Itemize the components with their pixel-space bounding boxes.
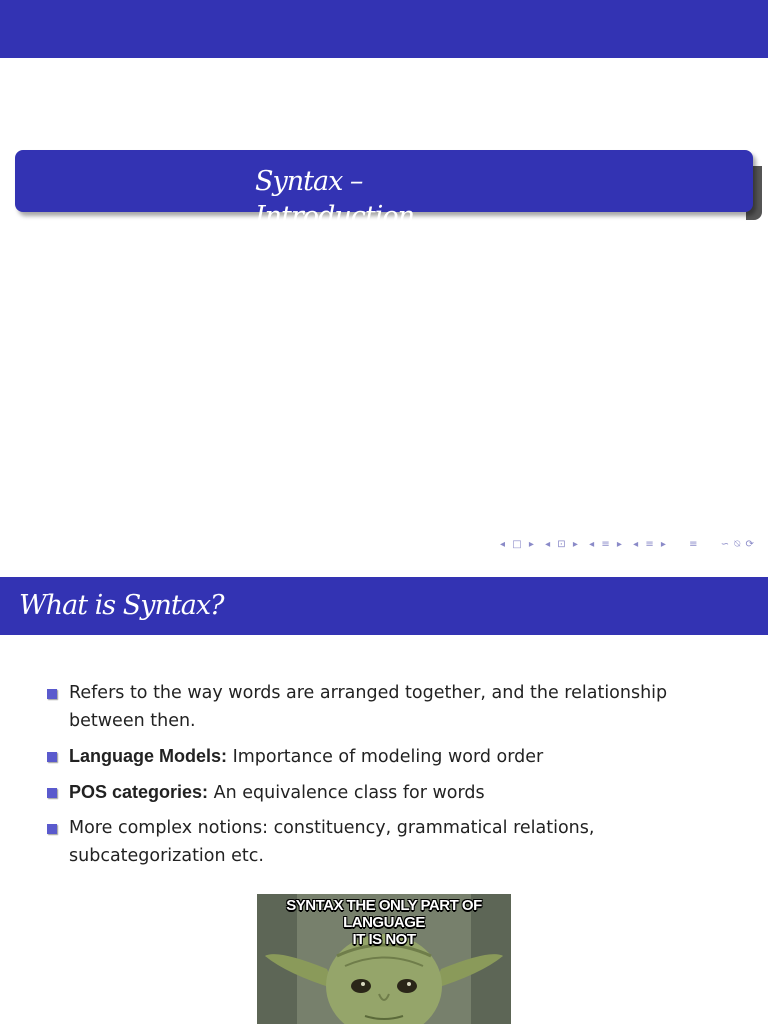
nav-next-part-icon[interactable]: ▸ xyxy=(660,539,666,550)
meme-caption-line2: IT IS NOT xyxy=(352,931,416,948)
bullet-square-icon xyxy=(47,788,57,798)
bullet-text: Importance of modeling word order xyxy=(227,747,544,767)
nav-subsection-icon[interactable]: ⊡ xyxy=(557,539,566,550)
navigation-bar xyxy=(500,539,762,555)
nav-prev-part-icon[interactable]: ◂ xyxy=(633,539,639,550)
bullet-square-icon xyxy=(47,824,57,834)
nav-section-icon[interactable]: ≡ xyxy=(601,539,610,550)
nav-prev-icon[interactable]: ◂ xyxy=(500,539,506,550)
frame-header-bar xyxy=(0,577,768,635)
bullet-list xyxy=(46,679,746,877)
meme-caption-line1: SYNTAX THE ONLY PART OF LANGUAGE xyxy=(286,897,482,931)
list-item xyxy=(46,778,746,807)
nav-forward-icon[interactable]: ⟳ xyxy=(745,539,754,550)
list-item xyxy=(46,679,746,735)
nav-next-subsection-icon[interactable]: ▸ xyxy=(572,539,578,550)
bullet-text: More complex notions: constituency, grammatical relations, subcategorization etc. xyxy=(69,818,595,866)
list-item xyxy=(46,742,746,771)
bullet-term: Language Models: xyxy=(69,746,228,766)
bullet-square-icon xyxy=(47,689,57,699)
nav-next-icon[interactable]: ▸ xyxy=(528,539,534,550)
nav-frame-icon[interactable]: □ xyxy=(512,539,522,550)
nav-prev-section-icon[interactable]: ◂ xyxy=(589,539,595,550)
nav-back-icon[interactable]: ∽ xyxy=(720,539,730,550)
nav-toc-icon[interactable]: ≡ xyxy=(689,539,698,550)
frame-title: What is Syntax? xyxy=(19,590,224,621)
nav-part-icon[interactable]: ≡ xyxy=(645,539,654,550)
nav-search-icon[interactable]: ⍉ xyxy=(734,539,741,550)
nav-prev-subsection-icon[interactable]: ◂ xyxy=(545,539,551,550)
yoda-meme-image xyxy=(257,894,511,1024)
nav-next-section-icon[interactable]: ▸ xyxy=(616,539,622,550)
meme-caption xyxy=(257,897,511,948)
slide-title-box xyxy=(15,150,753,232)
top-header-bar xyxy=(0,0,768,58)
list-item xyxy=(46,814,746,870)
bullet-text: An equivalence class for words xyxy=(208,783,485,803)
slide-title: Syntax – Introduction xyxy=(255,166,414,232)
bullet-term: POS categories: xyxy=(69,782,209,802)
bullet-text: Refers to the way words are arranged together, and the relationship between then. xyxy=(69,683,668,731)
bullet-square-icon xyxy=(47,752,57,762)
